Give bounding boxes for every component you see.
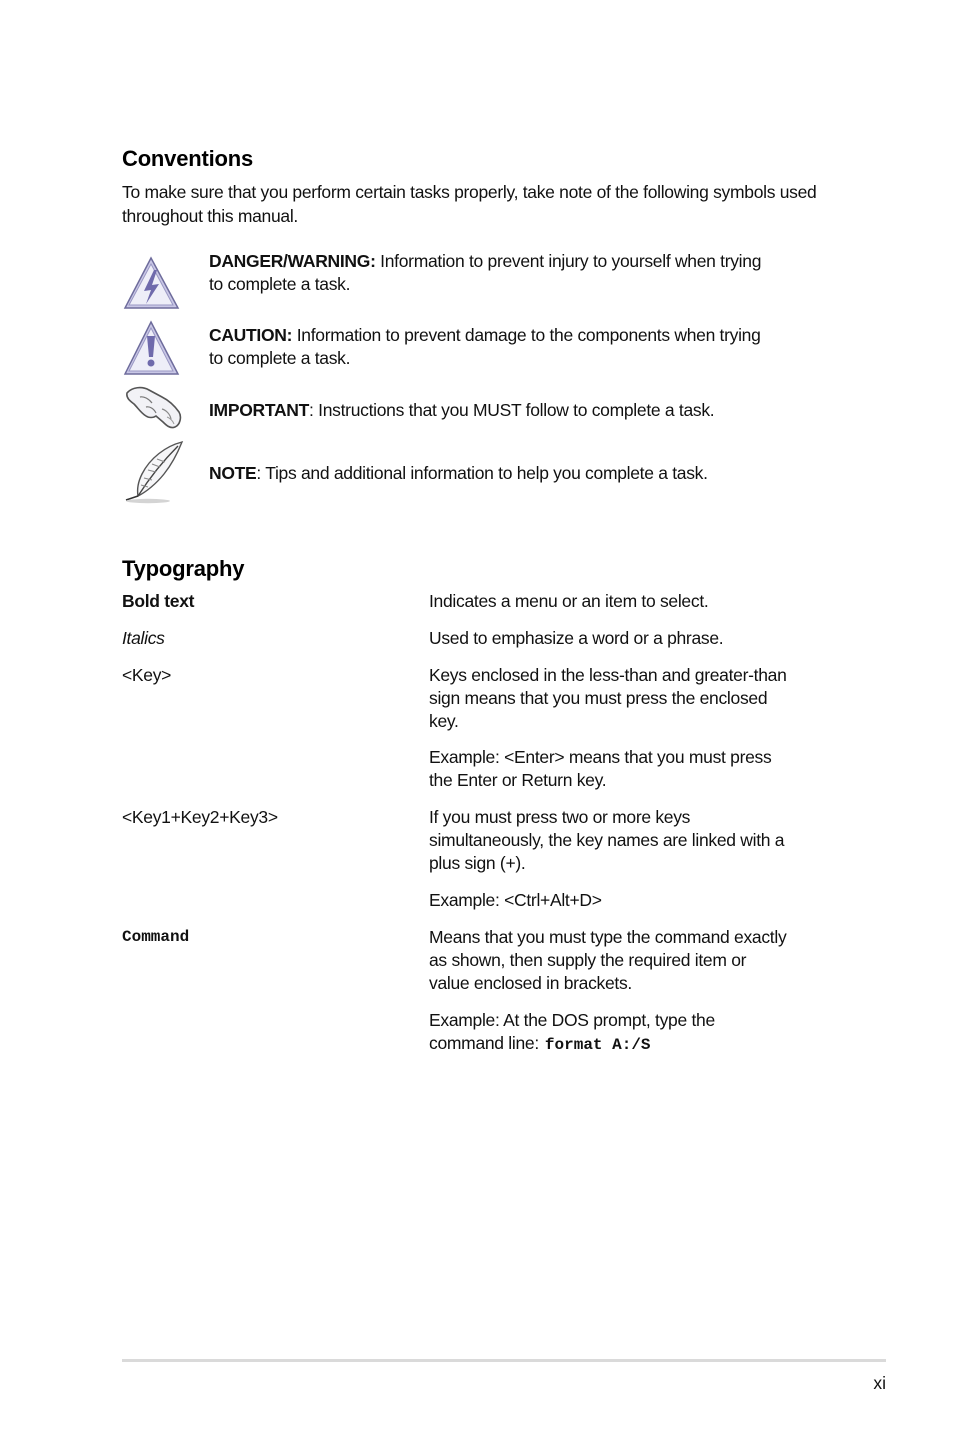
typography-term-italic: Italics — [122, 628, 165, 648]
typography-description: Keys enclosed in the less-than and greater-than sign means that you must press the enclosed key. — [429, 665, 787, 731]
convention-danger-warning — [122, 250, 822, 314]
convention-text — [209, 399, 769, 422]
convention-caution — [122, 320, 822, 384]
convention-text — [209, 250, 769, 296]
note-feather-icon — [122, 440, 184, 504]
typography-example: Example: <Ctrl+Alt+D> — [429, 890, 602, 910]
typography-description: Used to emphasize a word or a phrase. — [429, 628, 724, 648]
typography-term-bold: Bold text — [122, 591, 195, 611]
convention-label: DANGER/WARNING: — [209, 251, 376, 271]
convention-label: CAUTION: — [209, 325, 293, 345]
important-hand-icon — [122, 383, 184, 447]
convention-description: Information to prevent injury to yourself when trying to complete a task. — [209, 251, 762, 294]
typography-example-text: Example: At the DOS prompt, type the command line: — [429, 1010, 715, 1053]
typography-term-key: <Key> — [122, 665, 172, 685]
convention-description: : Tips and additional information to help you complete a task. — [256, 463, 708, 483]
convention-text — [209, 462, 769, 485]
convention-text — [209, 324, 769, 370]
typography-term-command: Command — [122, 928, 190, 946]
conventions-intro: To make sure that you perform certain tasks properly, take note of the following symbols used throughout this manual. — [122, 182, 817, 226]
convention-label: IMPORTANT — [209, 400, 310, 420]
danger-warning-icon — [122, 250, 184, 314]
typography-description: If you must press two or more keys simultaneously, the key names are linked with a plus sign (+). — [429, 807, 785, 873]
convention-note — [122, 440, 822, 504]
caution-icon — [122, 320, 184, 384]
typography-example: Example: <Enter> means that you must press the Enter or Return key. — [429, 747, 772, 790]
typography-description: Indicates a menu or an item to select. — [429, 591, 709, 611]
typography-description: Means that you must type the command exactly as shown, then supply the required item or value enclosed in brackets. — [429, 927, 787, 993]
footer-divider — [122, 1359, 886, 1362]
page-number: xi — [873, 1373, 886, 1393]
convention-description: : Instructions that you MUST follow to complete a task. — [309, 400, 715, 420]
convention-label: NOTE — [209, 463, 257, 483]
convention-important — [122, 383, 822, 447]
typography-example — [429, 1009, 759, 1057]
conventions-heading: Conventions — [122, 146, 254, 171]
typography-heading: Typography — [122, 556, 245, 581]
typography-example-code: format A:/S — [544, 1036, 651, 1054]
typography-term-key-combo: <Key1+Key2+Key3> — [122, 807, 278, 827]
convention-description: Information to prevent damage to the components when trying to complete a task. — [209, 325, 761, 368]
